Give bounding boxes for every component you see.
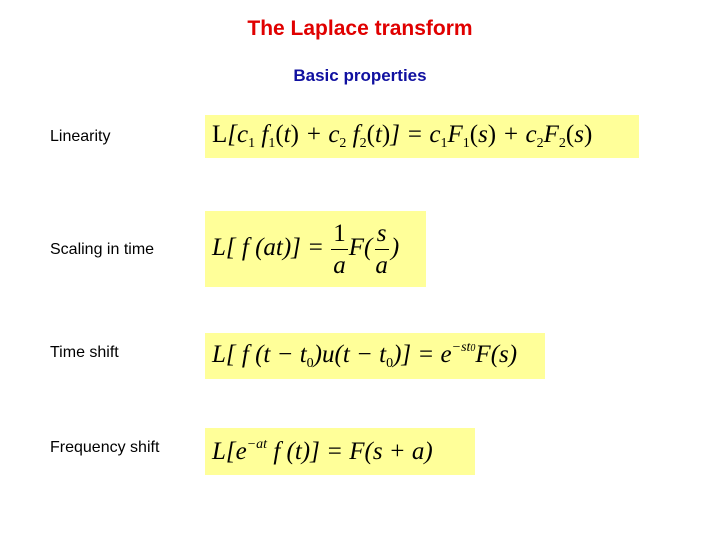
property-label-linearity: Linearity bbox=[50, 128, 111, 145]
property-label-frequency-shift: Frequency shift bbox=[50, 439, 160, 456]
slide-title: The Laplace transform bbox=[247, 17, 473, 40]
formula-linearity: $L[c_1$ $f_1(t) + c_2$ $f_2(t)] = c_1F_1(s) + c_2F_2(s)$ bbox=[205, 115, 639, 158]
property-label-time-shift: Time shift bbox=[50, 344, 119, 361]
formula-frequency-shift: $L[e^{-at}$ f (t)] = F(s + a) bbox=[205, 428, 475, 475]
formula-time-shift: L[ f $(t - t_0)u(t - t_0)] = e^{-st0}F(s)$ bbox=[205, 333, 545, 379]
property-label-scaling: Scaling in time bbox=[50, 241, 155, 258]
formula-scaling: L[ f (at)] = $\frac{1}{a}$ F( $\frac{s}{a}$ ) bbox=[205, 211, 426, 287]
slide-subtitle: Basic properties bbox=[293, 66, 427, 85]
